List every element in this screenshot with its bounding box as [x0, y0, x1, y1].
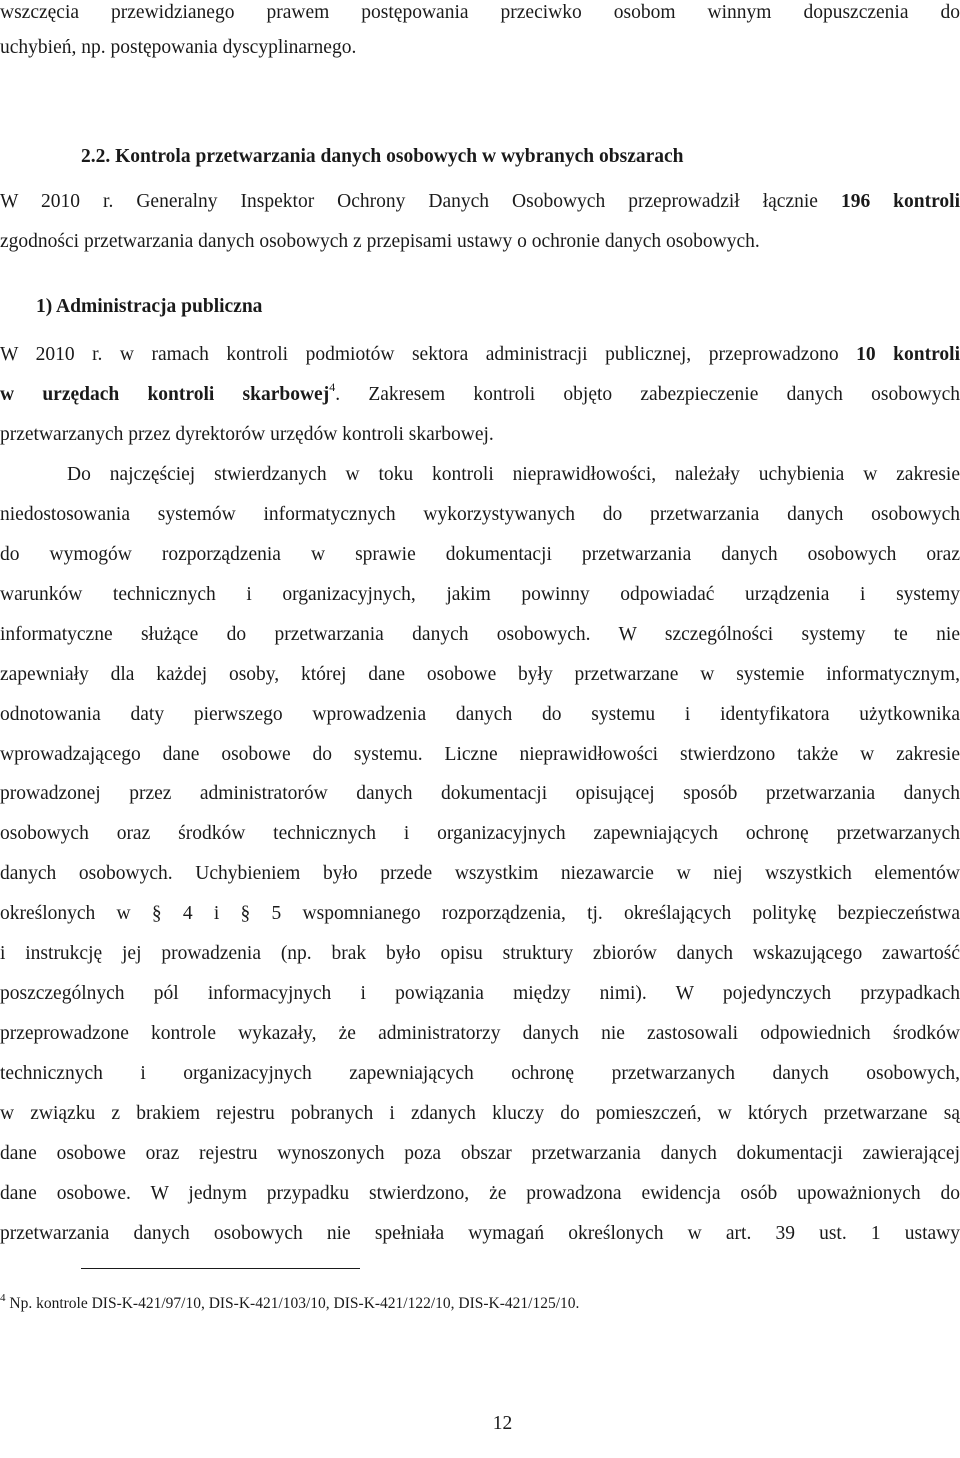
footnote-separator: [81, 1268, 360, 1269]
page-number: 12: [492, 1413, 513, 1434]
paragraph-line: prowadzonej przez administratorów danych dokumentacji opisującej sposób przetwarzania danych: [0, 783, 960, 804]
p1-bold-count: 10 kontroli: [856, 344, 960, 365]
paragraph-line: wszczęcia przewidzianego prawem postępowania przeciwko osobom winnym dopuszczenia do: [0, 2, 960, 23]
section-intro-line: zgodności przetwarzania danych osobowych z przepisami ustawy o ochronie danych osobowych.: [0, 231, 760, 252]
paragraph-line: Do najczęściej stwierdzanych w toku kontroli nieprawidłowości, należały uchybienia w zakresie: [67, 464, 960, 485]
section-heading: 2.2. Kontrola przetwarzania danych osobowych w wybranych obszarach: [81, 146, 684, 167]
paragraph-line: wprowadzającego dane osobowe do systemu. Liczne nieprawidłowości stwierdzono także w zakresie: [0, 744, 960, 765]
footnote: [0, 1294, 579, 1314]
subsection-paragraph-line: [0, 380, 960, 407]
subsection-paragraph-line: [0, 343, 960, 367]
intro-bold-count: 196 kontroli: [840, 191, 960, 212]
paragraph-line: zapewniały dla każdej osoby, której dane osobowe były przetwarzane w systemie informatycznym,: [0, 664, 960, 685]
paragraph-line: dane osobowe oraz rejestru wynoszonych poza obszar przetwarzania danych dokumentacji zawierającej: [0, 1143, 960, 1164]
paragraph-line: do wymogów rozporządzenia w sprawie dokumentacji przetwarzania danych osobowych oraz: [0, 544, 960, 565]
paragraph-line: uchybień, np. postępowania dyscyplinarnego.: [0, 37, 357, 58]
paragraph-line: danych osobowych. Uchybieniem było przede wszystkim niezawarcie w niej wszystkich elementów: [0, 863, 960, 884]
paragraph-line: niedostosowania systemów informatycznych wykorzystywanych do przetwarzania danych osobowych: [0, 504, 960, 525]
paragraph-line: informatyczne służące do przetwarzania danych osobowych. W szczególności systemy te nie: [0, 624, 960, 645]
paragraph-line: warunków technicznych i organizacyjnych, jakim powinny odpowiadać urządzenia i systemy: [0, 584, 960, 605]
paragraph-line: poszczególnych pól informacyjnych i powiązania między nimi). W pojedynczych przypadkach: [0, 983, 960, 1004]
footnote-marker: 4: [0, 1292, 6, 1304]
paragraph-line: odnotowania daty pierwszego wprowadzenia danych do systemu i identyfikatora użytkownika: [0, 704, 960, 725]
paragraph-line: w związku z brakiem rejestru pobranych i zdanych kluczy do pomieszczeń, w których przetwarzane są: [0, 1103, 960, 1124]
p1-text: . Zakresem kontroli objęto zabezpieczenie danych osobowych: [335, 384, 960, 405]
paragraph-line: dane osobowe. W jednym przypadku stwierdzono, że prowadzona ewidencja osób upoważnionych do: [0, 1183, 960, 1204]
paragraph-line: osobowych oraz środków technicznych i organizacyjnych zapewniających ochronę przetwarzanych: [0, 823, 960, 844]
subsection-paragraph-line: przetwarzanych przez dyrektorów urzędów kontroli skarbowej.: [0, 424, 494, 445]
footnote-text: Np. kontrole DIS-K-421/97/10, DIS-K-421/103/10, DIS-K-421/122/10, DIS-K-421/125/10.: [5, 1295, 580, 1312]
footnote-reference: 4: [329, 380, 336, 394]
p1-bold-offices: w urzędach kontroli skarbowej: [0, 384, 330, 405]
paragraph-line: przetwarzania danych osobowych nie spełniała wymagań określonych w art. 39 ust. 1 ustawy: [0, 1223, 960, 1244]
intro-text: W 2010 r. Generalny Inspektor Ochrony Danych Osobowych przeprowadził łącznie: [0, 191, 841, 212]
paragraph-line: określonych w § 4 i § 5 wspomnianego rozporządzenia, tj. określających politykę bezpieczeństwa: [0, 903, 960, 924]
p1-text: W 2010 r. w ramach kontroli podmiotów sektora administracji publicznej, przeprowadzono: [0, 344, 857, 365]
paragraph-line: i instrukcję jej prowadzenia (np. brak było opisu struktury zbiorów danych wskazującego zawartość: [0, 943, 960, 964]
section-intro-line: [0, 190, 960, 214]
subsection-heading: 1) Administracja publiczna: [36, 296, 263, 317]
paragraph-line: technicznych i organizacyjnych zapewniających ochronę przetwarzanych danych osobowych,: [0, 1063, 960, 1084]
paragraph-line: przeprowadzone kontrole wykazały, że administratorzy danych nie zastosowali odpowiednich środków: [0, 1023, 960, 1044]
